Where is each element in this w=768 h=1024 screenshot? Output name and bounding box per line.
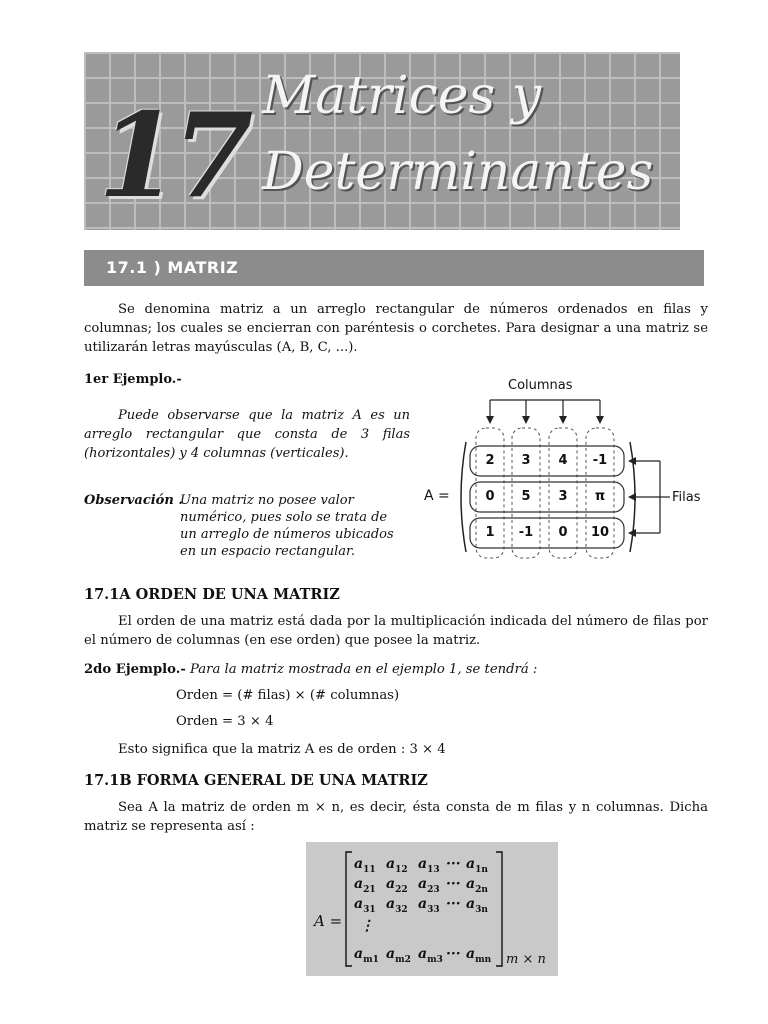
matrix-cell: 3: [558, 489, 568, 504]
matrix-cell: -1: [592, 453, 608, 468]
general-cell: $a_{m2}$: [386, 946, 411, 965]
general-cell: ···: [446, 876, 461, 892]
matrix-cell: 3: [521, 453, 531, 468]
general-cell: ···: [446, 946, 461, 962]
general-cell: $a_{m3}$: [418, 946, 443, 965]
matrix-cell: 0: [558, 525, 568, 540]
general-cell: $a_{31}$: [354, 896, 376, 915]
matrix-cell: 10: [590, 525, 610, 540]
example2-label: 2do Ejemplo.-: [84, 662, 186, 677]
section-a-text: El orden de una matriz está dada por la multiplicación indicada del número de filas por el número de columnas (en ese orden) que posee la matriz.: [84, 614, 708, 648]
observation-label: Observación .: [84, 493, 183, 508]
general-cell: $a_{22}$: [386, 876, 408, 895]
general-order-label: m × n: [506, 952, 546, 967]
matrix-cell: -1: [518, 525, 534, 540]
rows-label: Filas: [672, 490, 701, 505]
section-b-text: Sea A la matriz de orden m × n, es decir, ésta consta de m filas y n columnas. Dicha matriz se representa así :: [84, 800, 708, 834]
order-conclusion: Esto significa que la matriz A es de orden : 3 × 4: [118, 742, 446, 757]
general-cell: $a_{23}$: [418, 876, 440, 895]
matrix-cell: π: [594, 489, 606, 504]
general-cell: ···: [446, 896, 461, 912]
chapter-title-line2: Determinantes: [262, 142, 654, 202]
matrix-figure: [420, 372, 720, 572]
observation-text: Una matriz no posee valor numérico, pues solo se trata de un arreglo de números ubicados en un espacio rectangular.: [180, 493, 394, 559]
general-vdots: ⋮: [360, 918, 374, 934]
columns-label: Columnas: [508, 378, 573, 393]
matrix-figure-lines: [420, 372, 720, 572]
general-cell: $a_{mn}$: [466, 946, 492, 965]
general-cell: $a_{2n}$: [466, 876, 488, 895]
matrix-a-label: A =: [424, 488, 450, 504]
example2: [84, 660, 708, 679]
general-cell: $a_{3n}$: [466, 896, 488, 915]
example1-text: Puede observarse que la matriz A es un arreglo rectangular que consta de 3 filas (horizontales) y 4 columnas (verticales).: [84, 408, 410, 461]
general-cell: $a_{33}$: [418, 896, 440, 915]
section-a-heading: 17.1A ORDEN DE UNA MATRIZ: [84, 586, 340, 603]
intro-paragraph: Se denomina matriz a un arreglo rectangular de números ordenados en filas y columnas; los cuales se encierran con paréntesis o corchetes. Para designar a una matriz se utilizarán letras mayúsculas (A, B, C, ...).: [84, 302, 708, 355]
general-matrix-box: [306, 842, 558, 976]
general-cell: $a_{m1}$: [354, 946, 379, 965]
chapter-banner: [84, 52, 680, 230]
general-matrix-label: A =: [314, 912, 343, 930]
general-cell: $a_{21}$: [354, 876, 376, 895]
general-cell: $a_{32}$: [386, 896, 408, 915]
matrix-cell: 2: [485, 453, 495, 468]
example1-label: 1er Ejemplo.-: [84, 372, 182, 387]
order-line-1: Orden = (# filas) × (# columnas): [176, 688, 400, 703]
matrix-cell: 4: [558, 453, 568, 468]
general-cell: $a_{13}$: [418, 856, 440, 875]
general-cell: ···: [446, 856, 461, 872]
order-line-2: Orden = 3 × 4: [176, 714, 274, 729]
general-cell: $a_{1n}$: [466, 856, 488, 875]
general-cell: $a_{11}$: [354, 856, 376, 875]
matrix-cell: 0: [485, 489, 495, 504]
section-label: 17.1 ) MATRIZ: [106, 258, 239, 277]
chapter-title: [262, 58, 672, 210]
matrix-cell: 5: [521, 489, 531, 504]
chapter-title-line1: Matrices y: [262, 66, 542, 126]
matrix-cell: 1: [485, 525, 495, 540]
general-cell: $a_{12}$: [386, 856, 408, 875]
chapter-number: 17: [98, 88, 248, 224]
section-b-heading: 17.1B FORMA GENERAL DE UNA MATRIZ: [84, 772, 428, 789]
example2-text: Para la matriz mostrada en el ejemplo 1, se tendrá :: [190, 662, 538, 677]
section-header-bar: [84, 250, 704, 286]
